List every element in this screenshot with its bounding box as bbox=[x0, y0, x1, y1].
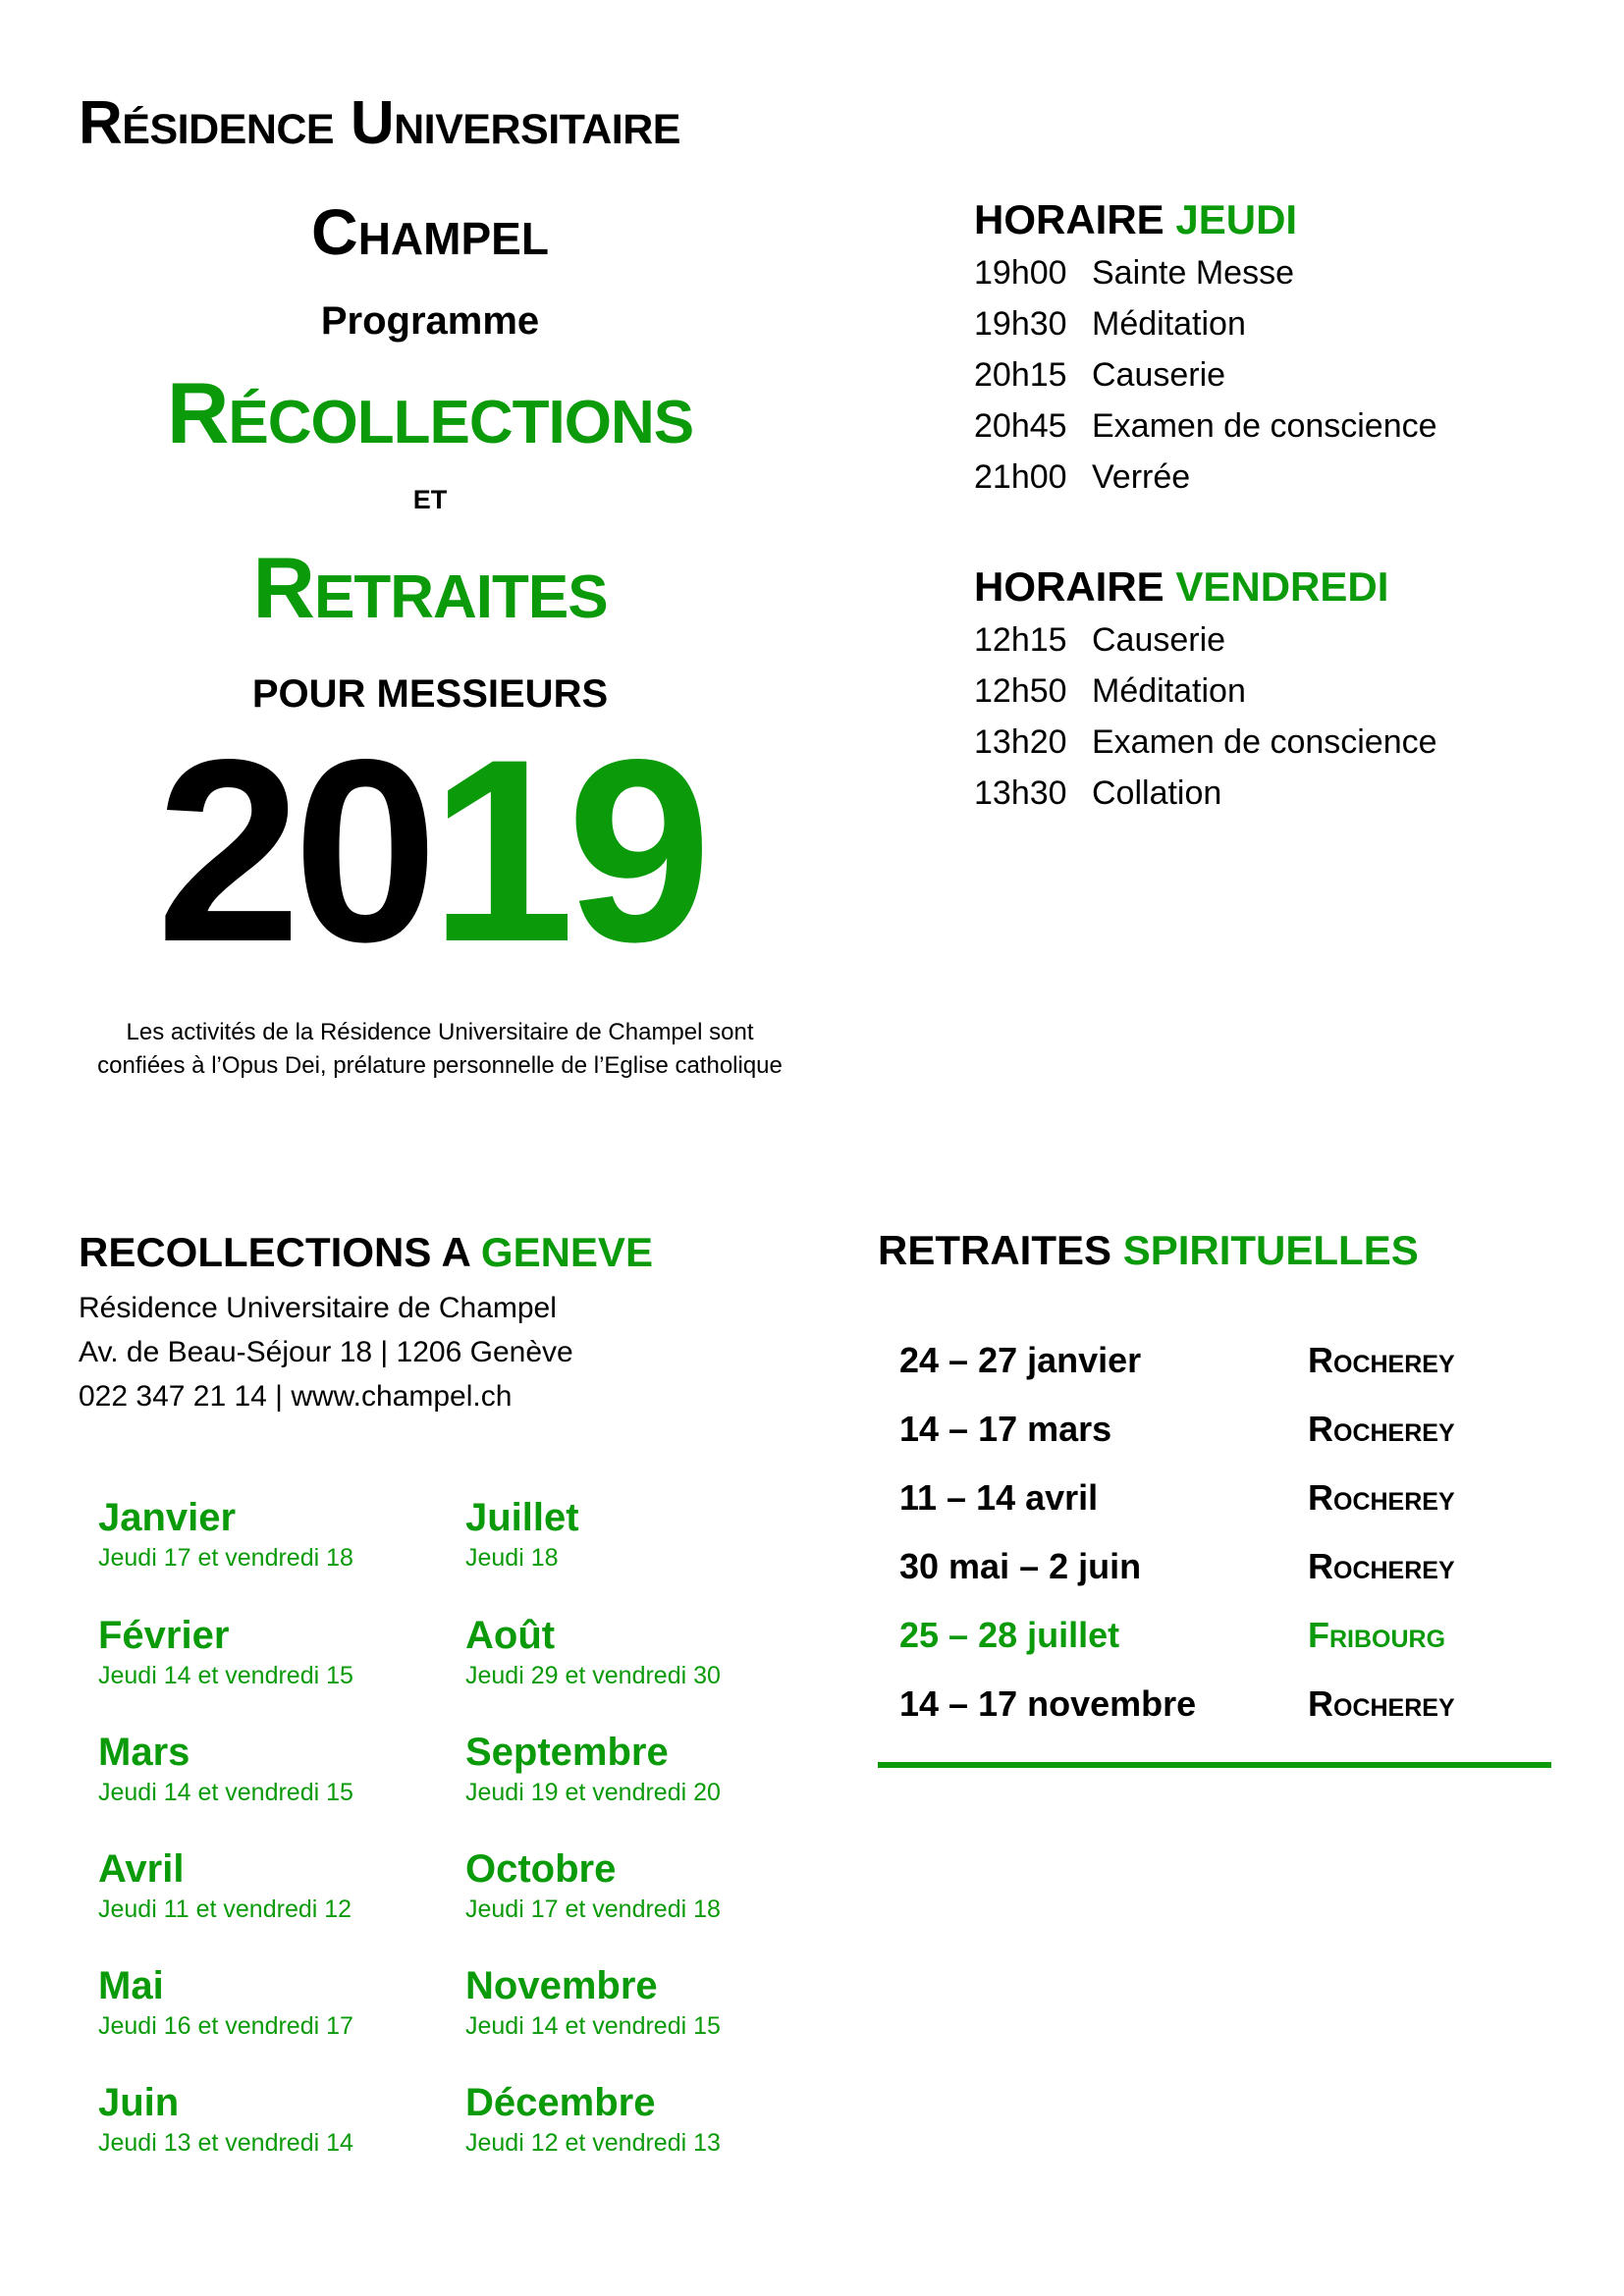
month-name: Avril bbox=[98, 1847, 185, 1891]
schedule-activity: Collation bbox=[1092, 774, 1222, 812]
schedule-time: 13h30 bbox=[974, 774, 1067, 812]
retreat-row-highlighted bbox=[899, 1615, 1538, 1683]
et-label: et bbox=[412, 476, 448, 517]
address-contact: 022 347 21 14 | www.champel.ch bbox=[79, 1380, 513, 1413]
schedule-activity: Causerie bbox=[1092, 621, 1226, 659]
schedule-row bbox=[974, 349, 1437, 400]
schedule-time: 13h20 bbox=[974, 723, 1067, 761]
retreat-dates: 14 – 17 novembre bbox=[899, 1683, 1197, 1724]
retreat-row bbox=[899, 1477, 1538, 1546]
retreats-divider bbox=[878, 1762, 1551, 1768]
address-block bbox=[79, 1286, 573, 1418]
schedule-activity: Causerie bbox=[1092, 356, 1226, 394]
month-name: Décembre bbox=[465, 2081, 656, 2124]
month-entry bbox=[98, 1729, 452, 1809]
month-name: Février bbox=[98, 1614, 230, 1657]
month-name: Janvier bbox=[98, 1496, 237, 1539]
month-entry bbox=[465, 1729, 819, 1809]
retreats-heading bbox=[878, 1227, 1419, 1274]
month-name: Mai bbox=[98, 1964, 164, 2007]
month-entry bbox=[465, 1962, 819, 2043]
retreat-dates: 14 – 17 mars bbox=[899, 1409, 1112, 1449]
schedule-time: 12h15 bbox=[974, 621, 1067, 659]
retreat-dates: 24 – 27 janvier bbox=[899, 1340, 1142, 1380]
month-name: Novembre bbox=[465, 1964, 658, 2007]
month-name: Juillet bbox=[465, 1496, 579, 1539]
month-days: Jeudi 14 et vendredi 15 bbox=[98, 1779, 353, 1806]
month-name: Septembre bbox=[465, 1731, 669, 1774]
audience-label: POUR MESSIEURS bbox=[251, 672, 609, 716]
thursday-schedule-list bbox=[974, 247, 1437, 503]
month-days: Jeudi 11 et vendredi 12 bbox=[98, 1896, 352, 1923]
schedule-activity: Verrée bbox=[1092, 458, 1191, 496]
schedule-label: HORAIRE bbox=[974, 196, 1164, 242]
month-days: Jeudi 16 et vendredi 17 bbox=[98, 2012, 353, 2040]
month-entry bbox=[98, 1612, 452, 1692]
schedule-row bbox=[974, 298, 1437, 349]
schedule-row bbox=[974, 247, 1437, 298]
schedule-day: VENDREDI bbox=[1175, 563, 1389, 610]
month-entry bbox=[465, 1845, 819, 1926]
schedule-row bbox=[974, 452, 1437, 503]
schedule-activity: Examen de conscience bbox=[1092, 407, 1437, 445]
schedule-time: 20h15 bbox=[974, 356, 1067, 394]
month-name: Août bbox=[465, 1614, 556, 1657]
month-days: Jeudi 19 et vendredi 20 bbox=[465, 1779, 721, 1806]
retreats-heading-label: RETRAITES bbox=[878, 1227, 1112, 1273]
recollections-title: Récollections bbox=[166, 364, 694, 461]
residence-title: Résidence Universitaire bbox=[79, 89, 680, 157]
month-days: Jeudi 13 et vendredi 14 bbox=[98, 2129, 353, 2157]
programme-label: Programme bbox=[320, 299, 540, 343]
schedule-activity: Méditation bbox=[1092, 672, 1246, 710]
schedule-activity: Sainte Messe bbox=[1092, 254, 1294, 292]
month-entry bbox=[98, 1494, 452, 1575]
disclaimer-line: Les activités de la Résidence Universitaire de Champel sont bbox=[126, 1019, 754, 1045]
disclaimer bbox=[59, 1016, 821, 1083]
schedule-row bbox=[974, 666, 1437, 717]
month-days: Jeudi 12 et vendredi 13 bbox=[465, 2129, 721, 2157]
retreat-place: Rocherey bbox=[1308, 1546, 1455, 1586]
month-name: Octobre bbox=[465, 1847, 617, 1891]
geneva-heading-city: GENEVE bbox=[480, 1229, 653, 1275]
month-days: Jeudi 29 et vendredi 30 bbox=[465, 1662, 721, 1689]
month-days: Jeudi 18 bbox=[465, 1544, 559, 1572]
year-title bbox=[0, 706, 860, 996]
schedule-row bbox=[974, 400, 1437, 452]
retreats-heading-accent: SPIRITUELLES bbox=[1122, 1227, 1419, 1273]
month-days: Jeudi 17 et vendredi 18 bbox=[98, 1544, 353, 1572]
schedule-time: 19h00 bbox=[974, 254, 1067, 292]
retreat-place: Fribourg bbox=[1308, 1615, 1446, 1655]
month-name: Juin bbox=[98, 2081, 180, 2124]
schedule-time: 12h50 bbox=[974, 672, 1067, 710]
retreat-dates: 30 mai – 2 juin bbox=[899, 1546, 1142, 1586]
retreat-place: Rocherey bbox=[1308, 1409, 1455, 1449]
retreat-place: Rocherey bbox=[1308, 1340, 1455, 1380]
month-entry bbox=[98, 1845, 452, 1926]
schedule-time: 20h45 bbox=[974, 407, 1067, 445]
thursday-schedule-heading bbox=[974, 196, 1297, 243]
month-days: Jeudi 14 et vendredi 15 bbox=[98, 1662, 353, 1689]
schedule-row bbox=[974, 768, 1437, 819]
geneva-heading-label: RECOLLECTIONS A bbox=[79, 1229, 470, 1275]
disclaimer-line: confiées à l’Opus Dei, prélature personnelle de l’Eglise catholique bbox=[97, 1052, 783, 1079]
friday-schedule-list bbox=[974, 614, 1437, 819]
schedule-label: HORAIRE bbox=[974, 563, 1164, 610]
geneva-heading bbox=[79, 1229, 653, 1276]
schedule-row bbox=[974, 717, 1437, 768]
month-entry bbox=[465, 1494, 819, 1575]
retreat-place: Rocherey bbox=[1308, 1683, 1455, 1724]
retraites-title: Retraites bbox=[252, 539, 608, 636]
retreat-dates: 11 – 14 avril bbox=[899, 1477, 1099, 1518]
year-part-black: 20 bbox=[156, 706, 430, 996]
retreat-row bbox=[899, 1409, 1538, 1477]
retreat-dates: 25 – 28 juillet bbox=[899, 1615, 1120, 1655]
month-days: Jeudi 14 et vendredi 15 bbox=[465, 2012, 721, 2040]
schedule-row bbox=[974, 614, 1437, 666]
schedule-time: 19h30 bbox=[974, 305, 1067, 343]
month-name: Mars bbox=[98, 1731, 190, 1774]
month-entry bbox=[465, 1612, 819, 1692]
address-street: Av. de Beau-Séjour 18 | 1206 Genève bbox=[79, 1336, 573, 1368]
month-entry bbox=[98, 2079, 452, 2160]
month-entry bbox=[98, 1962, 452, 2043]
retreat-row bbox=[899, 1683, 1538, 1752]
month-days: Jeudi 17 et vendredi 18 bbox=[465, 1896, 721, 1923]
schedule-activity: Examen de conscience bbox=[1092, 723, 1437, 761]
schedule-activity: Méditation bbox=[1092, 305, 1246, 343]
friday-schedule-heading bbox=[974, 563, 1388, 611]
month-entry bbox=[465, 2079, 819, 2160]
retreat-row bbox=[899, 1546, 1538, 1615]
year-part-green: 19 bbox=[430, 706, 704, 996]
schedule-day: JEUDI bbox=[1175, 196, 1298, 242]
schedule-time: 21h00 bbox=[974, 458, 1067, 496]
retreat-row bbox=[899, 1340, 1538, 1409]
champel-title: Champel bbox=[311, 195, 549, 268]
retreat-place: Rocherey bbox=[1308, 1477, 1455, 1518]
address-name: Résidence Universitaire de Champel bbox=[79, 1292, 557, 1324]
